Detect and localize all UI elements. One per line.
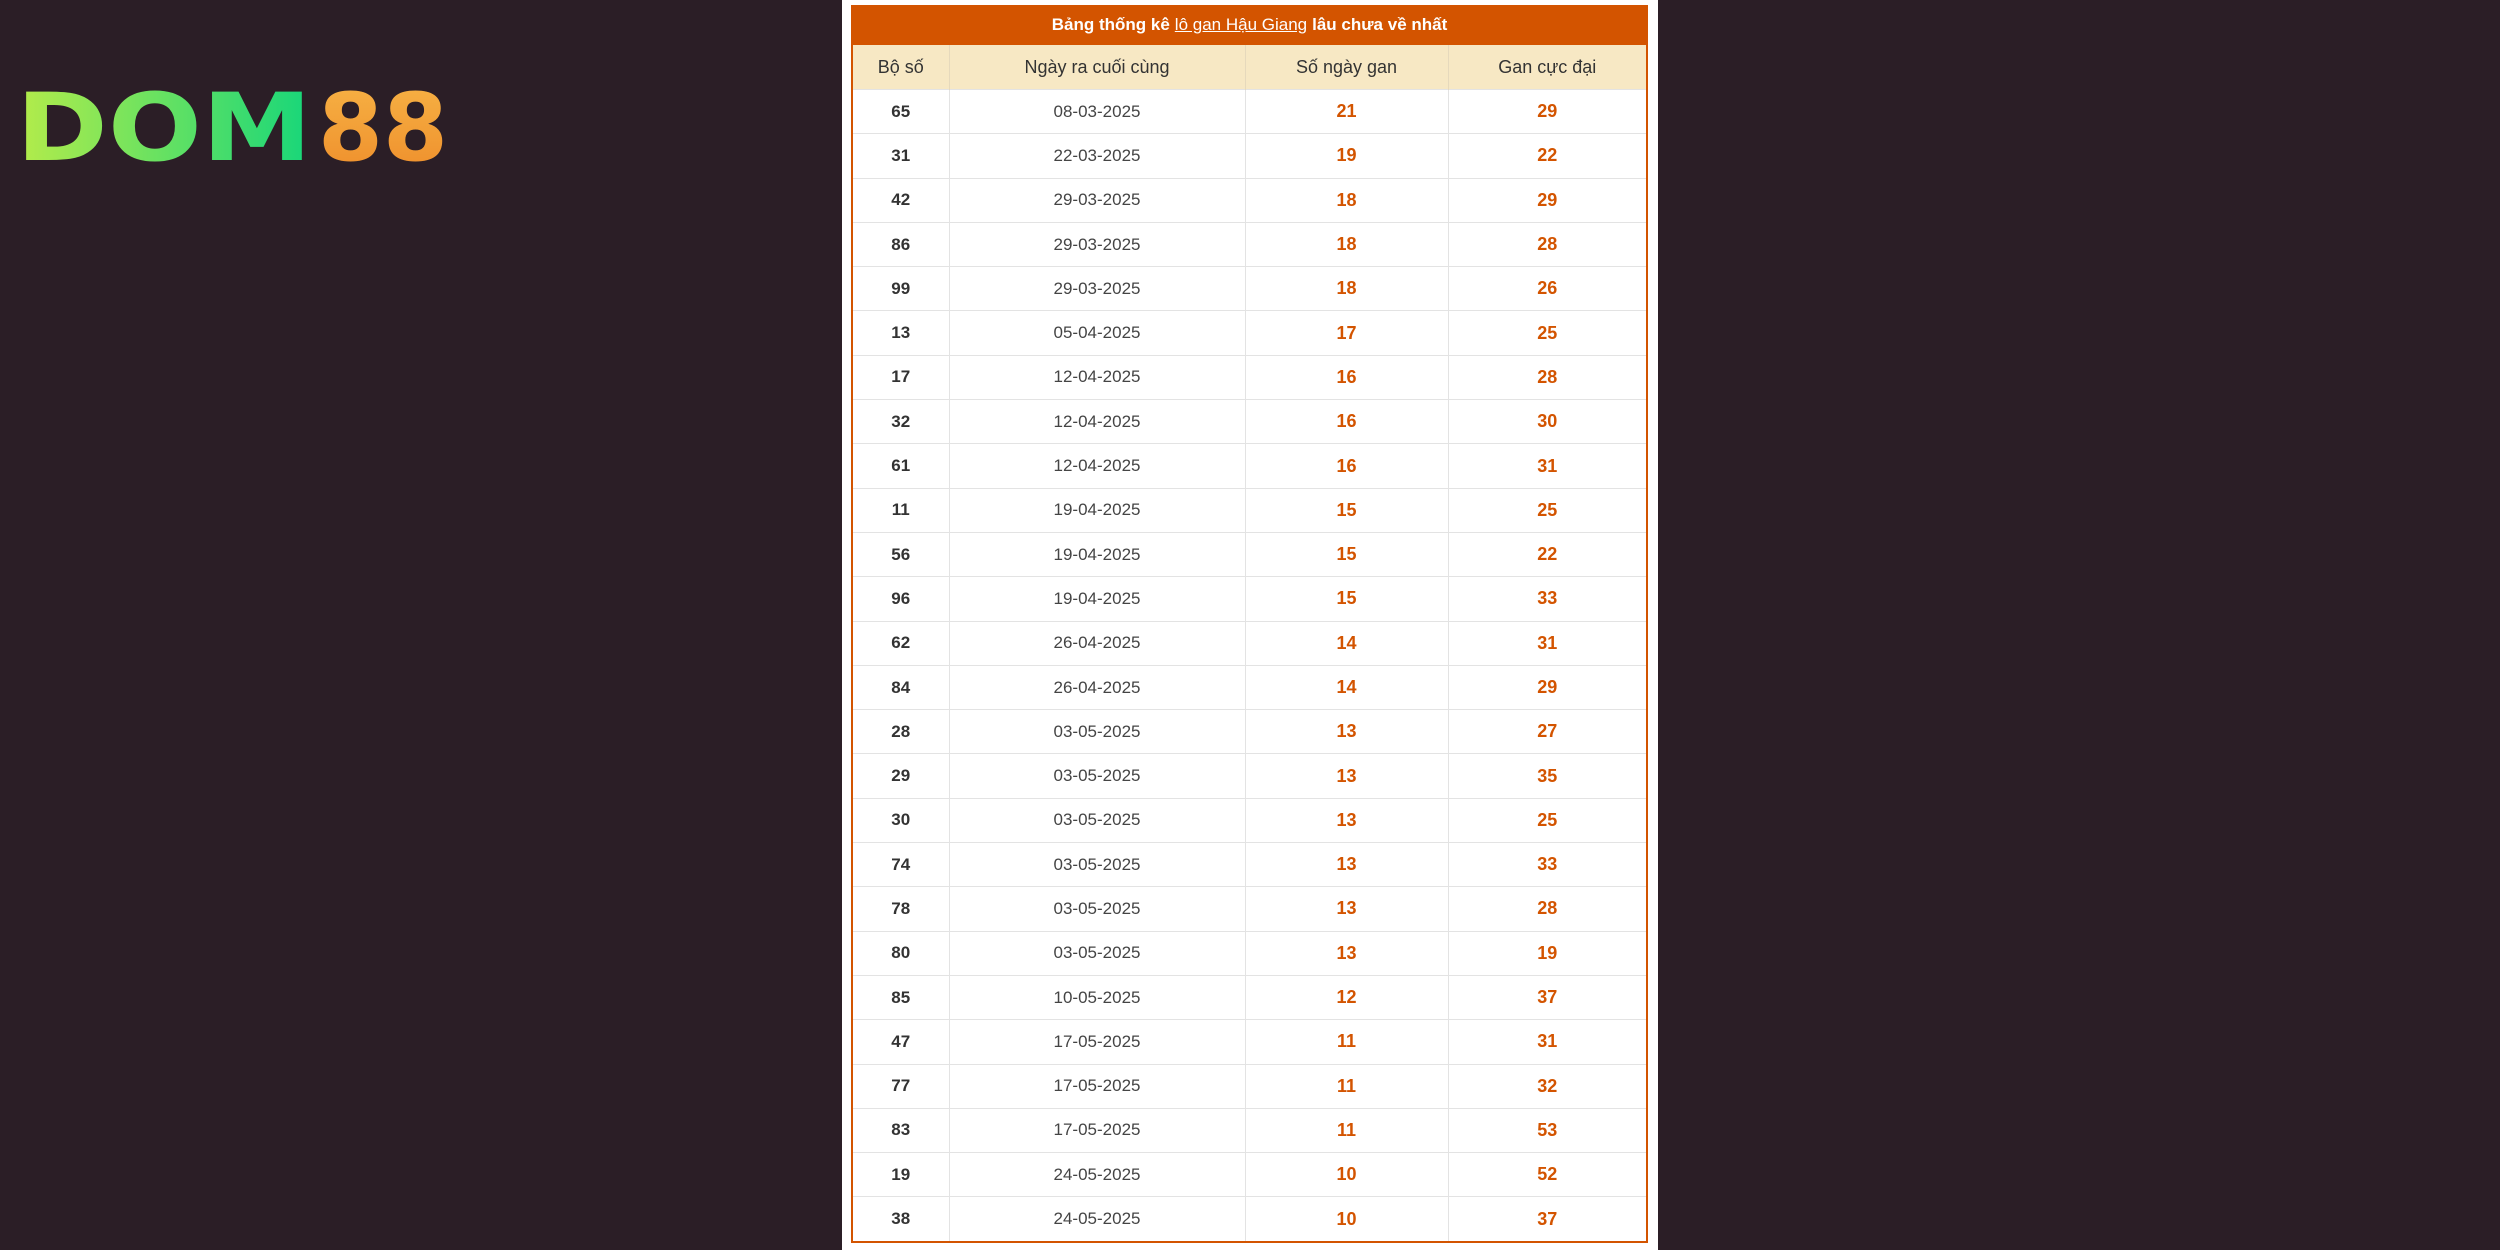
table-title-prefix: Bảng thống kê — [1051, 15, 1170, 34]
header-so-ngay-gan: Số ngày gan — [1245, 45, 1448, 90]
table-row — [853, 887, 1646, 931]
row-last-date: 03-05-2025 — [949, 710, 1245, 754]
row-number: 19 — [853, 1153, 949, 1197]
row-max-gan: 28 — [1448, 355, 1646, 399]
row-days-gan: 13 — [1245, 798, 1448, 842]
row-max-gan: 33 — [1448, 577, 1646, 621]
table-row — [853, 311, 1646, 355]
header-gan-cuc-dai: Gan cực đại — [1448, 45, 1646, 90]
row-number: 28 — [853, 710, 949, 754]
table-row — [853, 178, 1646, 222]
row-max-gan: 22 — [1448, 134, 1646, 178]
row-days-gan: 21 — [1245, 90, 1448, 134]
table-row — [853, 577, 1646, 621]
row-days-gan: 13 — [1245, 887, 1448, 931]
row-number: 42 — [853, 178, 949, 222]
row-days-gan: 18 — [1245, 267, 1448, 311]
row-number: 65 — [853, 90, 949, 134]
header-bo-so: Bộ số — [853, 45, 949, 90]
row-last-date: 17-05-2025 — [949, 1108, 1245, 1152]
row-number: 78 — [853, 887, 949, 931]
logo-text-dom: DOM — [16, 84, 312, 168]
row-days-gan: 12 — [1245, 975, 1448, 1019]
table-row — [853, 665, 1646, 709]
row-max-gan: 31 — [1448, 444, 1646, 488]
row-max-gan: 37 — [1448, 975, 1646, 1019]
row-last-date: 10-05-2025 — [949, 975, 1245, 1019]
row-last-date: 19-04-2025 — [949, 488, 1245, 532]
lo-gan-table-wrapper — [851, 5, 1648, 1243]
row-last-date: 03-05-2025 — [949, 887, 1245, 931]
row-max-gan: 29 — [1448, 178, 1646, 222]
logo-text-88: 88 — [318, 84, 448, 168]
table-title-link[interactable]: lô gan Hậu Giang — [1174, 15, 1308, 34]
header-ngay-ra-cuoi-cung: Ngày ra cuối cùng — [949, 45, 1245, 90]
row-last-date: 08-03-2025 — [949, 90, 1245, 134]
table-row — [853, 532, 1646, 576]
row-number: 11 — [853, 488, 949, 532]
row-last-date: 12-04-2025 — [949, 400, 1245, 444]
row-days-gan: 13 — [1245, 754, 1448, 798]
table-row — [853, 488, 1646, 532]
row-number: 96 — [853, 577, 949, 621]
row-max-gan: 22 — [1448, 532, 1646, 576]
row-max-gan: 37 — [1448, 1197, 1646, 1241]
row-number: 61 — [853, 444, 949, 488]
row-last-date: 29-03-2025 — [949, 178, 1245, 222]
row-days-gan: 14 — [1245, 665, 1448, 709]
row-last-date: 05-04-2025 — [949, 311, 1245, 355]
row-max-gan: 27 — [1448, 710, 1646, 754]
row-last-date: 03-05-2025 — [949, 798, 1245, 842]
row-number: 30 — [853, 798, 949, 842]
row-days-gan: 16 — [1245, 355, 1448, 399]
row-last-date: 12-04-2025 — [949, 444, 1245, 488]
row-number: 13 — [853, 311, 949, 355]
row-last-date: 17-05-2025 — [949, 1020, 1245, 1064]
row-number: 29 — [853, 754, 949, 798]
row-number: 99 — [853, 267, 949, 311]
row-days-gan: 14 — [1245, 621, 1448, 665]
table-row — [853, 754, 1646, 798]
table-row — [853, 355, 1646, 399]
row-number: 47 — [853, 1020, 949, 1064]
row-max-gan: 25 — [1448, 488, 1646, 532]
row-last-date: 26-04-2025 — [949, 665, 1245, 709]
row-max-gan: 29 — [1448, 90, 1646, 134]
row-max-gan: 31 — [1448, 1020, 1646, 1064]
row-max-gan: 32 — [1448, 1064, 1646, 1108]
row-days-gan: 15 — [1245, 488, 1448, 532]
table-row — [853, 1020, 1646, 1064]
row-max-gan: 31 — [1448, 621, 1646, 665]
row-number: 74 — [853, 843, 949, 887]
row-last-date: 22-03-2025 — [949, 134, 1245, 178]
row-days-gan: 11 — [1245, 1108, 1448, 1152]
row-number: 62 — [853, 621, 949, 665]
row-max-gan: 30 — [1448, 400, 1646, 444]
lo-gan-table — [853, 45, 1646, 1241]
row-last-date: 29-03-2025 — [949, 267, 1245, 311]
row-number: 31 — [853, 134, 949, 178]
row-number: 84 — [853, 665, 949, 709]
row-days-gan: 13 — [1245, 931, 1448, 975]
row-days-gan: 19 — [1245, 134, 1448, 178]
row-max-gan: 35 — [1448, 754, 1646, 798]
row-last-date: 03-05-2025 — [949, 843, 1245, 887]
table-row — [853, 621, 1646, 665]
row-max-gan: 25 — [1448, 311, 1646, 355]
row-number: 83 — [853, 1108, 949, 1152]
row-days-gan: 18 — [1245, 222, 1448, 266]
row-days-gan: 18 — [1245, 178, 1448, 222]
row-days-gan: 11 — [1245, 1064, 1448, 1108]
row-number: 38 — [853, 1197, 949, 1241]
row-last-date: 24-05-2025 — [949, 1197, 1245, 1241]
content-panel — [842, 0, 1658, 1250]
row-days-gan: 10 — [1245, 1197, 1448, 1241]
dom88-logo — [16, 84, 448, 168]
row-max-gan: 53 — [1448, 1108, 1646, 1152]
row-last-date: 03-05-2025 — [949, 754, 1245, 798]
table-row — [853, 222, 1646, 266]
row-number: 77 — [853, 1064, 949, 1108]
table-body — [853, 90, 1646, 1241]
row-last-date: 12-04-2025 — [949, 355, 1245, 399]
row-days-gan: 16 — [1245, 400, 1448, 444]
row-number: 56 — [853, 532, 949, 576]
row-days-gan: 15 — [1245, 577, 1448, 621]
table-row — [853, 1064, 1646, 1108]
table-row — [853, 134, 1646, 178]
table-row — [853, 267, 1646, 311]
row-max-gan: 28 — [1448, 887, 1646, 931]
table-row — [853, 400, 1646, 444]
row-days-gan: 13 — [1245, 843, 1448, 887]
table-row — [853, 798, 1646, 842]
row-max-gan: 52 — [1448, 1153, 1646, 1197]
table-row — [853, 1153, 1646, 1197]
row-last-date: 19-04-2025 — [949, 532, 1245, 576]
row-last-date: 17-05-2025 — [949, 1064, 1245, 1108]
row-days-gan: 10 — [1245, 1153, 1448, 1197]
row-last-date: 03-05-2025 — [949, 931, 1245, 975]
row-max-gan: 33 — [1448, 843, 1646, 887]
table-row — [853, 931, 1646, 975]
table-row — [853, 1197, 1646, 1241]
row-max-gan: 26 — [1448, 267, 1646, 311]
row-last-date: 26-04-2025 — [949, 621, 1245, 665]
row-max-gan: 29 — [1448, 665, 1646, 709]
table-row — [853, 1108, 1646, 1152]
table-row — [853, 90, 1646, 134]
table-row — [853, 975, 1646, 1019]
row-number: 80 — [853, 931, 949, 975]
row-number: 32 — [853, 400, 949, 444]
table-header-row — [853, 45, 1646, 90]
row-number: 86 — [853, 222, 949, 266]
row-max-gan: 28 — [1448, 222, 1646, 266]
row-max-gan: 25 — [1448, 798, 1646, 842]
table-title-suffix: lâu chưa về nhất — [1312, 15, 1448, 34]
row-days-gan: 17 — [1245, 311, 1448, 355]
row-max-gan: 19 — [1448, 931, 1646, 975]
row-days-gan: 13 — [1245, 710, 1448, 754]
table-row — [853, 444, 1646, 488]
row-last-date: 24-05-2025 — [949, 1153, 1245, 1197]
row-days-gan: 16 — [1245, 444, 1448, 488]
row-last-date: 19-04-2025 — [949, 577, 1245, 621]
row-last-date: 29-03-2025 — [949, 222, 1245, 266]
table-row — [853, 843, 1646, 887]
row-days-gan: 15 — [1245, 532, 1448, 576]
row-number: 85 — [853, 975, 949, 1019]
table-title — [853, 5, 1646, 45]
table-row — [853, 710, 1646, 754]
row-number: 17 — [853, 355, 949, 399]
row-days-gan: 11 — [1245, 1020, 1448, 1064]
